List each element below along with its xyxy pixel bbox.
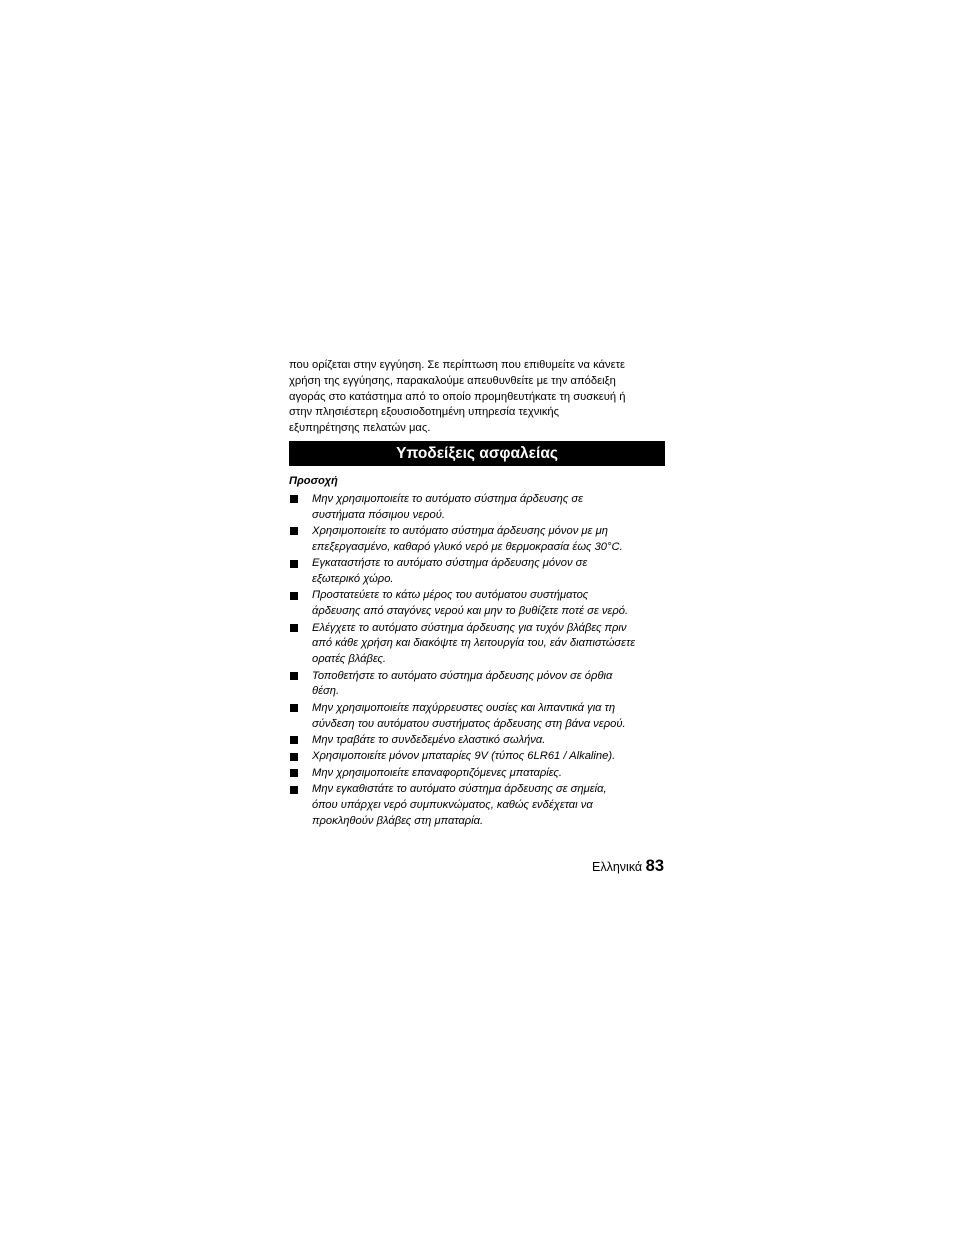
caution-list-item	[289, 492, 665, 524]
caution-item-line: Μην χρησιμοποιείτε παχύρρευστες ουσίες και λιπαντικά για τη	[312, 701, 616, 714]
caution-list	[289, 492, 665, 830]
caution-item-line: συστήματα πόσιμου νερού.	[312, 508, 446, 521]
caution-item-line: Μην εγκαθιστάτε το αυτόματο σύστημα άρδευσης σε σημεία,	[312, 783, 607, 796]
caution-item-line: Χρησιμοποιείτε το αυτόματο σύστημα άρδευσης μόνον με μη	[312, 524, 608, 537]
caution-item-line: εξωτερικό χώρο.	[312, 572, 394, 585]
square-bullet-icon	[290, 560, 298, 568]
caution-item-line: Τοποθετήστε το αυτόματο σύστημα άρδευσης μόνον σε όρθια	[312, 669, 613, 682]
square-bullet-icon	[290, 753, 298, 761]
intro-line: εξυπηρέτησης πελατών μας.	[289, 422, 431, 435]
square-bullet-icon	[290, 624, 298, 632]
caution-list-item	[289, 701, 665, 733]
caution-list-item	[289, 782, 665, 829]
caution-item-line: Μην χρησιμοποιείτε το αυτόματο σύστημα άρδευσης σε	[312, 492, 584, 505]
square-bullet-icon	[290, 736, 298, 744]
caution-list-item	[289, 588, 665, 620]
intro-line: αγοράς στο κατάστημα από το οποίο προμηθευτήκατε τη συσκευή ή	[289, 390, 626, 403]
caution-item-line: Μην χρησιμοποιείτε επαναφορτιζόμενες μπαταρίες.	[312, 766, 562, 779]
intro-line: στην πλησιέστερη εξουσιοδοτημένη υπηρεσία τεχνικής	[289, 406, 560, 419]
caution-item-line: άρδευσης από σταγόνες νερού και μην το βυθίζετε ποτέ σε νερό.	[312, 605, 629, 618]
footer-language: Ελληνικά	[592, 860, 643, 874]
square-bullet-icon	[290, 672, 298, 680]
square-bullet-icon	[290, 592, 298, 600]
caution-list-item	[289, 669, 665, 701]
caution-item-line: επεξεργασμένο, καθαρό γλυκό νερό με θερμοκρασία έως 30°C.	[312, 540, 623, 553]
caution-list-item	[289, 556, 665, 588]
caution-item-line: Εγκαταστήστε το αυτόματο σύστημα άρδευσης μόνον σε	[312, 557, 588, 570]
caution-item-line: θέση.	[312, 685, 340, 698]
square-bullet-icon	[290, 769, 298, 777]
square-bullet-icon	[290, 527, 298, 535]
intro-line: χρήση της εγγύησης, παρακαλούμε απευθυνθείτε με την απόδειξη	[289, 374, 616, 387]
caution-item-line: Χρησιμοποιείτε μόνον μπαταρίες 9V (τύπος 6LR61 / Alkaline).	[312, 750, 616, 763]
intro-paragraph	[289, 358, 665, 437]
page-content	[289, 358, 665, 830]
caution-title: Προσοχή	[289, 474, 338, 487]
caution-list-item	[289, 766, 665, 782]
intro-line: που ορίζεται στην εγγύηση. Σε περίπτωση που επιθυμείτε να κάνετε	[289, 359, 626, 371]
caution-item-line: Προστατεύετε το κάτω μέρος του αυτόματου συστήματος	[312, 589, 589, 602]
caution-item-line: ορατές βλάβες.	[312, 653, 387, 666]
caution-item-line: όπου υπάρχει νερό συμπυκνώματος, καθώς ενδέχεται να	[312, 798, 593, 811]
caution-item-line: Μην τραβάτε το συνδεδεμένο ελαστικό σωλήνα.	[312, 733, 546, 746]
section-heading: Υποδείξεις ασφαλείας	[289, 441, 665, 466]
caution-list-item	[289, 733, 665, 749]
caution-list-item	[289, 621, 665, 668]
caution-item-line: προκληθούν βλάβες στη μπαταρία.	[312, 814, 484, 827]
caution-item-line: Ελέγχετε το αυτόματο σύστημα άρδευσης για τυχόν βλάβες πριν	[312, 621, 627, 634]
page-number: 83	[645, 857, 664, 875]
caution-item-line: από κάθε χρήση και διακόψτε τη λειτουργία του, εάν διαπιστώσετε	[312, 637, 636, 650]
page-footer	[592, 856, 664, 877]
square-bullet-icon	[290, 786, 298, 794]
caution-item-line: σύνδεση του αυτόματου συστήματος άρδευσης στη βάνα νερού.	[312, 717, 626, 730]
square-bullet-icon	[290, 495, 298, 503]
caution-list-item	[289, 524, 665, 556]
square-bullet-icon	[290, 704, 298, 712]
caution-list-item	[289, 749, 665, 765]
